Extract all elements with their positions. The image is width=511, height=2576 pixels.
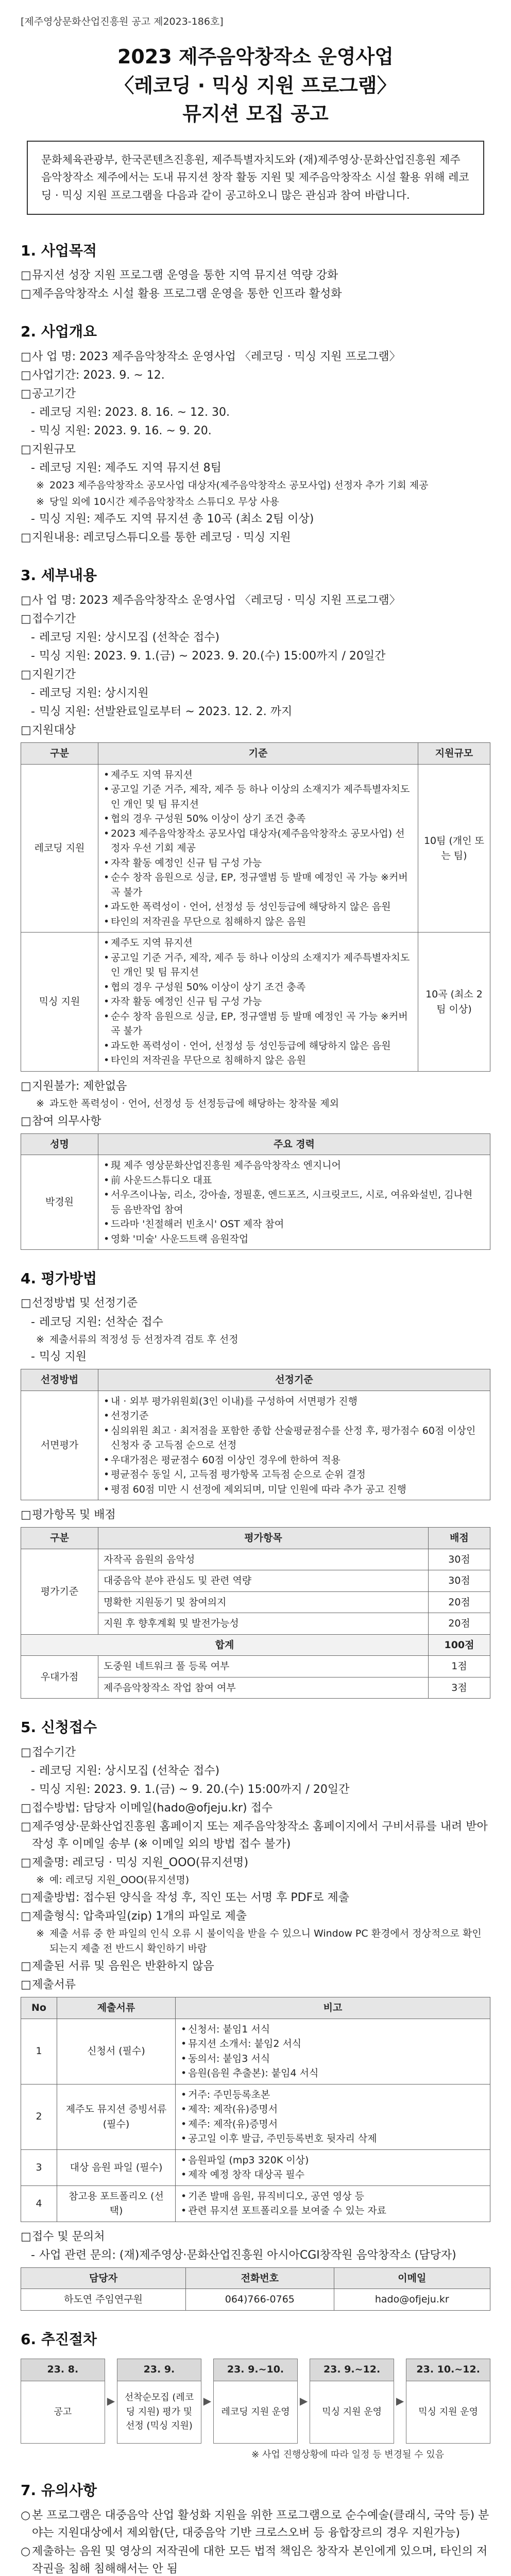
cell-list-item: • 제주도 지역 뮤지션 [104, 768, 413, 783]
details-lines [21, 592, 490, 740]
table-header: 성명 [21, 1133, 98, 1155]
table-row [21, 764, 490, 933]
list-item: □ 제출서류 [21, 1976, 490, 1994]
procedure-step [117, 2359, 201, 2443]
section-heading: 6. 추진절차 [21, 2330, 97, 2348]
cell-list [104, 768, 413, 929]
cell-list-item: • 공고일 이후 발급, 주민등록번호 뒷자리 삭제 [181, 2131, 485, 2146]
cell-list-item: • 드라마 '친절해러 빈초시' OST 제작 참여 [104, 1217, 485, 1232]
list-item: □ 제주음악창작소 시설 활용 프로그램 운영을 통한 인프라 활성화 [21, 285, 490, 303]
list-item: □ 접수기간 [21, 1744, 490, 1761]
cell-list-item: • 동의서: 붙임3 서식 [181, 2052, 485, 2066]
list-item: - 믹싱 지원 [21, 1348, 490, 1366]
procedure-step-label: 믹싱 지원 운영 [418, 2406, 479, 2417]
list-item: - 레코딩 지원: 제주도 지역 뮤지션 8팀 [21, 460, 490, 477]
doc-number: [제주영상문화산업진흥원 공고 제2023-186호] [21, 16, 224, 27]
table-cell: 명확한 지원동기 및 참여의지 [98, 1591, 429, 1613]
section-procedure [21, 2328, 490, 2462]
score-table-body [21, 1549, 490, 1699]
table-row [21, 2084, 490, 2149]
procedure-step-label: 레코딩 지원 운영 [221, 2406, 290, 2417]
table-cell [98, 1391, 490, 1500]
table-cell: 20점 [429, 1591, 490, 1613]
table-header: 선정방법 [21, 1369, 98, 1391]
table-header: 제출서류 [57, 1997, 176, 2019]
list-item: ※ 제출 서류 중 한 파일의 인식 오류 시 불이익을 받을 수 있으니 Window PC 환경에서 정상적으로 확인되는지 제출 전 반드시 확인하기 바람 [21, 1926, 490, 1957]
table-cell [176, 2019, 490, 2084]
list-item: □ 지원대상 [21, 722, 490, 739]
table-cell [176, 2084, 490, 2149]
list-item: - 믹싱 지원: 2023. 9. 16. ~ 9. 20. [21, 422, 490, 440]
table-cell [98, 933, 418, 1072]
table-cell: 레코딩 지원 [21, 764, 98, 933]
section-heading: 7. 유의사항 [21, 2482, 97, 2499]
target-table-body [21, 764, 490, 1071]
table-cell: 2 [21, 2084, 57, 2149]
table-cell: 4 [21, 2185, 57, 2222]
procedure-note: ※ 사업 진행상황에 따라 일정 등 변경될 수 있음 [251, 2449, 444, 2460]
arrow-right-icon: ▶ [203, 2394, 212, 2407]
table-cell: 제주음악창작소 작업 참여 여부 [98, 1677, 429, 1699]
table-row [21, 2019, 490, 2084]
cell-list-item: • 기존 발매 음원, 뮤직비디오, 공연 영상 등 [181, 2189, 485, 2204]
doc-title-line-3: 뮤지션 모집 공고 [182, 102, 329, 125]
target-table [21, 742, 490, 1072]
cell-list [181, 2088, 485, 2146]
overview-lines [21, 348, 490, 547]
table-cell: 1점 [429, 1656, 490, 1677]
cell-list-item: • 자작 활동 예정인 신규 팀 구성 가능 [104, 856, 413, 871]
table-row [21, 1634, 490, 1656]
cell-list-item: • 신청서: 붙임1 서식 [181, 2022, 485, 2037]
intro-box: 문화체육관광부, 한국콘텐츠진흥원, 제주특별자치도와 (재)제주영상·문화산업진흥원 제주음악창작소 제주에서는 도내 뮤지션 창작 활동 지원 및 제주음악창작소 시설 활용 위해 레코딩 · 믹싱 지원 프로그램을 다음과 같이 공고하오니 많은 관심과 참여 바랍니다. [27, 141, 484, 215]
list-item: - 믹싱 지원: 선발완료일로부터 ~ 2023. 12. 2. 까지 [21, 703, 490, 721]
cell-list [181, 2189, 485, 2218]
cell-list-item: • 제주도 지역 뮤지션 [104, 936, 413, 951]
arrow-right-icon: ▶ [107, 2394, 115, 2407]
cell-list-item: • 심의위원 최고 · 최저점을 포함한 종합 산술평균점수를 산정 후, 평가점수 60점 이상인 신청자 중 고득점 순으로 선정 [104, 1423, 485, 1453]
note-item: ○ 제출하는 음원 및 영상의 저작권에 대한 모든 법적 책임은 창작자 본인에게 있으며, 타인의 저작권을 침해 침해해서는 안 됨 [21, 2543, 490, 2576]
section-purpose [21, 240, 490, 303]
duty-table-body [21, 1155, 490, 1250]
procedure-step-date: 23. 9.~12. [310, 2359, 394, 2381]
list-item: □ 사 업 명: 2023 제주음악창작소 운영사업 〈레코딩 · 믹싱 지원 프로그램〉 [21, 348, 490, 366]
table-header: 구분 [21, 743, 98, 765]
list-item: □ 제주영상·문화산업진흥원 홈페이지 또는 제주음악창작소 홈페이지에서 구비서류를 내려 받아 작성 후 이메일 송부 (※ 이메일 외의 방법 접수 불가) [21, 1818, 490, 1853]
list-item: □ 제출방법: 접수된 양식을 작성 후, 직인 또는 서명 후 PDF로 제출 [21, 1889, 490, 1907]
cell-list-item: • 선정기준 [104, 1409, 485, 1423]
table-cell: 1 [21, 2019, 57, 2084]
doc-title-line-1: 2023 제주음악창작소 운영사업 [117, 45, 394, 69]
duty-heading: □ 참여 의무사항 [21, 1113, 490, 1130]
list-item: □ 지원내용: 레코딩스튜디오를 통한 레코딩 · 믹싱 지원 [21, 529, 490, 547]
table-cell: 평가기준 [21, 1549, 98, 1634]
cell-list-item: • 공고일 기준 거주, 제작, 제주 등 하나 이상의 소재지가 제주특별자치도인 개인 및 팀 뮤지션 [104, 951, 413, 980]
list-item: - 레코딩 지원: 2023. 8. 16. ~ 12. 30. [21, 404, 490, 421]
list-item: □ 뮤지션 성장 지원 프로그램 운영을 통한 지역 뮤지션 역량 강화 [21, 267, 490, 284]
method-table [21, 1369, 490, 1500]
cell-list-item: • 음원(음원 추출본): 붙임4 서식 [181, 2066, 485, 2081]
cell-list-item: • 관련 뮤지션 포트폴리오를 보여줄 수 있는 자료 [181, 2204, 485, 2218]
cell-list-item: • 공고일 기준 거주, 제작, 제주 등 하나 이상의 소재지가 제주특별자치도인 개인 및 팀 뮤지션 [104, 782, 413, 811]
docs-table-body [21, 2019, 490, 2222]
method-table-body [21, 1391, 490, 1500]
table-cell [176, 2149, 490, 2185]
section-heading: 5. 신청접수 [21, 1719, 97, 1736]
doc-title-line-2: 〈레코딩 · 믹싱 지원 프로그램〉 [114, 74, 397, 97]
table-cell: 참고용 포트폴리오 (선택) [57, 2185, 176, 2222]
table-cell: 3점 [429, 1677, 490, 1699]
contact-table [21, 2267, 490, 2311]
cell-list-item: • 우대가점은 평균점수 60점 이상인 경우에 한하여 적용 [104, 1453, 485, 1468]
section-heading: 2. 사업개요 [21, 323, 97, 341]
list-item: □ 사 업 명: 2023 제주음악창작소 운영사업 〈레코딩 · 믹싱 지원 프로그램〉 [21, 592, 490, 609]
procedure-step [310, 2359, 394, 2443]
cell-list [181, 2022, 485, 2081]
duty-table [21, 1133, 490, 1250]
table-row [21, 1155, 490, 1250]
section-heading: 4. 평가방법 [21, 1270, 97, 1287]
evaluation-lines [21, 1295, 490, 1366]
list-item: □ 제출명: 레코딩 · 믹싱 지원_OOO(뮤지션명) [21, 1854, 490, 1872]
table-row [21, 1391, 490, 1500]
cell-list-item: • 자작 활동 예정인 신규 팀 구성 가능 [104, 994, 413, 1009]
cell-list-item: • 과도한 폭력성이 · 언어, 선정성 등 성인등급에 해당하지 않은 음원 [104, 900, 413, 914]
criteria-heading: □ 평가항목 및 배점 [21, 1506, 490, 1524]
table-cell: 10곡 (최소 2팀 이상) [418, 933, 490, 1072]
table-cell: 신청서 (필수) [57, 2019, 176, 2084]
table-header: 기준 [98, 743, 418, 765]
table-cell: 서면평가 [21, 1391, 98, 1500]
list-item: ※ 제출서류의 적정성 등 선정자격 검토 후 선정 [21, 1332, 490, 1347]
table-cell: 제주도 뮤지션 증빙서류 (필수) [57, 2084, 176, 2149]
cell-list-item: • 前 사운드스튜디오 대표 [104, 1173, 485, 1188]
table-cell: 도중원 네트워크 풀 등록 여부 [98, 1656, 429, 1677]
table-header: 담당자 [21, 2267, 186, 2289]
list-item: □ 접수방법: 담당자 이메일(hado@ofjeju.kr) 접수 [21, 1800, 490, 1817]
application-lines [21, 1744, 490, 1994]
cell-list [104, 936, 413, 1068]
table-cell [176, 2185, 490, 2222]
table-row [21, 2149, 490, 2185]
table-row [21, 2289, 490, 2311]
cell-list-item: • 과도한 폭력성이 · 언어, 선정성 등 성인등급에 해당하지 않은 음원 [104, 1039, 413, 1054]
cell-list-item: • 영화 '미술' 사운드트랙 음원작업 [104, 1232, 485, 1247]
section-evaluation [21, 1267, 490, 1699]
section-heading: 3. 세부내용 [21, 567, 97, 584]
procedure-step [21, 2359, 105, 2443]
table-row [21, 1549, 490, 1570]
table-cell: 합계 [21, 1634, 429, 1656]
procedure-step-label: 공고 [54, 2406, 72, 2417]
table-cell: 박경원 [21, 1155, 98, 1250]
arrow-right-icon: ▶ [396, 2394, 404, 2407]
exclusion-heading: □ 지원불가: 제한없음 [21, 1078, 490, 1095]
doc-title [21, 43, 490, 128]
contact-heading: □ 접수 및 문의처 [21, 2228, 490, 2246]
list-item: □ 사업기간: 2023. 9. ~ 12. [21, 367, 490, 384]
contact-note: - 사업 관련 문의: (재)제주영상·문화산업진흥원 아시아CGI창작원 음악창작소 (담당자) [21, 2247, 490, 2264]
docs-table [21, 1997, 490, 2222]
table-cell: 우대가점 [21, 1656, 98, 1699]
table-header: 이메일 [334, 2267, 490, 2289]
list-item: □ 선정방법 및 선정기준 [21, 1295, 490, 1312]
table-row [21, 933, 490, 1072]
cell-list [104, 1158, 485, 1246]
cell-list-item: • 제주: 제작(유)증명서 [181, 2117, 485, 2132]
cell-list-item: • 평점 60점 미만 시 선정에 제외되며, 미달 인원에 따라 추가 공고 진행 [104, 1482, 485, 1497]
table-row [21, 1656, 490, 1677]
contact-person: 하도연 주임연구원 [21, 2289, 186, 2311]
notes-list [21, 2507, 490, 2576]
list-item: - 레코딩 지원: 선착순 접수 [21, 1314, 490, 1331]
table-cell [98, 764, 418, 933]
table-header: 지원규모 [418, 743, 490, 765]
table-cell: 30점 [429, 1570, 490, 1592]
cell-list-item: • 음원파일 (mp3 320K 이상) [181, 2153, 485, 2168]
table-cell: 20점 [429, 1613, 490, 1635]
procedure-step [213, 2359, 298, 2443]
procedure-step-date: 23. 9. [117, 2359, 201, 2381]
table-header: 비고 [176, 1997, 490, 2019]
table-cell: 10팀 (개인 또는 팀) [418, 764, 490, 933]
exclusion-note: ※ 과도한 폭력성이 · 언어, 선정성 등 선정등급에 해당하는 창작물 제외 [21, 1096, 490, 1111]
cell-list-item: • 순수 창작 음원으로 싱글, EP, 정규앨범 등 발매 예정인 곡 가능 ※커버곡 불가 [104, 1009, 413, 1039]
section-overview [21, 320, 490, 547]
cell-list-item: • 타인의 저작권을 무단으로 침해하지 않은 음원 [104, 914, 413, 929]
cell-list-item: • 협의 경우 구성원 50% 이상이 상기 조건 충족 [104, 811, 413, 826]
table-header: 구분 [21, 1528, 98, 1549]
cell-list-item: • 뮤지션 소개서: 붙임2 서식 [181, 2037, 485, 2052]
list-item: - 믹싱 지원: 2023. 9. 1.(금) ~ 9. 20.(수) 15:00까지 / 20일간 [21, 1781, 490, 1799]
list-item: - 믹싱 지원: 제주도 지역 뮤지션 총 10곡 (최소 2팀 이상) [21, 511, 490, 528]
cell-list-item: • 2023 제주음악창작소 공모사업 대상자(제주음악창작소 공모사업) 선정자 우선 기회 제공 [104, 826, 413, 856]
cell-list-item: • 거주: 주민등록초본 [181, 2088, 485, 2103]
score-table [21, 1527, 490, 1699]
table-row [21, 2185, 490, 2222]
cell-list-item: • 순수 창작 음원으로 싱글, EP, 정규앨범 등 발매 예정인 곡 가능 ※커버곡 불가 [104, 870, 413, 900]
table-cell: 지원 후 향후계획 및 발전가능성 [98, 1613, 429, 1635]
cell-list-item: • 평균점수 동일 시, 고득점 평가항목 고득점 순으로 순위 결정 [104, 1467, 485, 1482]
table-cell: 자작곡 음원의 음악성 [98, 1549, 429, 1570]
table-header: 평가항목 [98, 1528, 429, 1549]
list-item: □ 공고기간 [21, 385, 490, 403]
cell-list-item: • 내 · 외부 평가위원회(3인 이내)를 구성하여 서면평가 진행 [104, 1394, 485, 1409]
document [21, 14, 490, 2576]
list-item: □ 제출형식: 압축파일(zip) 1개의 파일로 제출 [21, 1908, 490, 1925]
section-heading: 1. 사업목적 [21, 242, 97, 259]
table-cell [98, 1155, 490, 1250]
table-header: 전화번호 [186, 2267, 334, 2289]
list-item: - 믹싱 지원: 2023. 9. 1.(금) ~ 2023. 9. 20.(수) 15:00까지 / 20일간 [21, 648, 490, 665]
table-cell: 믹싱 지원 [21, 933, 98, 1072]
section-details [21, 564, 490, 1250]
table-header: No [21, 1997, 57, 2019]
cell-list-item: • 협의 경우 구성원 50% 이상이 상기 조건 충족 [104, 980, 413, 995]
procedure-step-date: 23. 9.~10. [214, 2359, 297, 2381]
cell-list-item: • 타인의 저작권을 무단으로 침해하지 않은 음원 [104, 1053, 413, 1068]
table-header: 주요 경력 [98, 1133, 490, 1155]
list-item: □ 제출된 서류 및 음원은 반환하지 않음 [21, 1958, 490, 1975]
table-header: 선정기준 [98, 1369, 490, 1391]
list-item: - 레코딩 지원: 상시모집 (선착순 접수) [21, 1762, 490, 1780]
contact-email[interactable]: hado@ofjeju.kr [334, 2289, 490, 2311]
procedure-step [406, 2359, 490, 2443]
cell-list-item: • 제작 예정 창작 대상곡 필수 [181, 2167, 485, 2182]
table-header: 배점 [429, 1528, 490, 1549]
table-cell: 30점 [429, 1549, 490, 1570]
procedure-flow [21, 2359, 490, 2443]
table-cell: 100점 [429, 1634, 490, 1656]
table-cell: 3 [21, 2149, 57, 2185]
cell-list-item: • 서우즈이나눔, 리소, 강아솔, 정필훈, 엔드포즈, 시크릿코드, 시로, 여유와설빈, 김나현 등 음반작업 참여 [104, 1188, 485, 1217]
cell-list-item: • 제작: 제작(유)증명서 [181, 2102, 485, 2117]
cell-list-item: • 現 제주 영상문화산업진흥원 제주음악창작소 엔지니어 [104, 1158, 485, 1173]
list-item: □ 지원기간 [21, 666, 490, 684]
arrow-right-icon: ▶ [299, 2394, 308, 2407]
procedure-step-label: 믹싱 지원 운영 [322, 2406, 382, 2417]
procedure-step-date: 23. 8. [21, 2359, 105, 2381]
list-item: ※ 2023 제주음악창작소 공모사업 대상자(제주음악창작소 공모사업) 선정자 추가 기회 제공 [21, 478, 490, 493]
section-notes [21, 2479, 490, 2576]
list-item: □ 접수기간 [21, 611, 490, 628]
contact-phone: 064)766-0765 [186, 2289, 334, 2311]
list-item: - 레코딩 지원: 상시모집 (선착순 접수) [21, 629, 490, 647]
cell-list [181, 2153, 485, 2182]
table-cell: 대중음악 분야 관심도 및 관련 역량 [98, 1570, 429, 1592]
procedure-step-label: 선착순모집 (레코딩 지원) 평가 및 선정 (믹싱 지원) [124, 2392, 194, 2432]
list-item: □ 지원규모 [21, 441, 490, 459]
list-item: ※ 예: 레코딩 지원_OOO(뮤지션명) [21, 1873, 490, 1888]
list-item: - 레코딩 지원: 상시지원 [21, 685, 490, 702]
cell-list [104, 1394, 485, 1497]
procedure-step-date: 23. 10.~12. [406, 2359, 490, 2381]
table-cell: 대상 음원 파일 (필수) [57, 2149, 176, 2185]
section-application [21, 1716, 490, 2310]
list-item: ※ 당일 외에 10시간 제주음악창작소 스튜디오 무상 사용 [21, 495, 490, 510]
note-item: ○ 본 프로그램은 대중음악 산업 활성화 지원을 위한 프로그램으로 순수예술(클래식, 국악 등) 분야는 지원대상에서 제외함(단, 대중음악 기반 크로스오버 등 융합장르의 경우 지원가능) [21, 2507, 490, 2542]
